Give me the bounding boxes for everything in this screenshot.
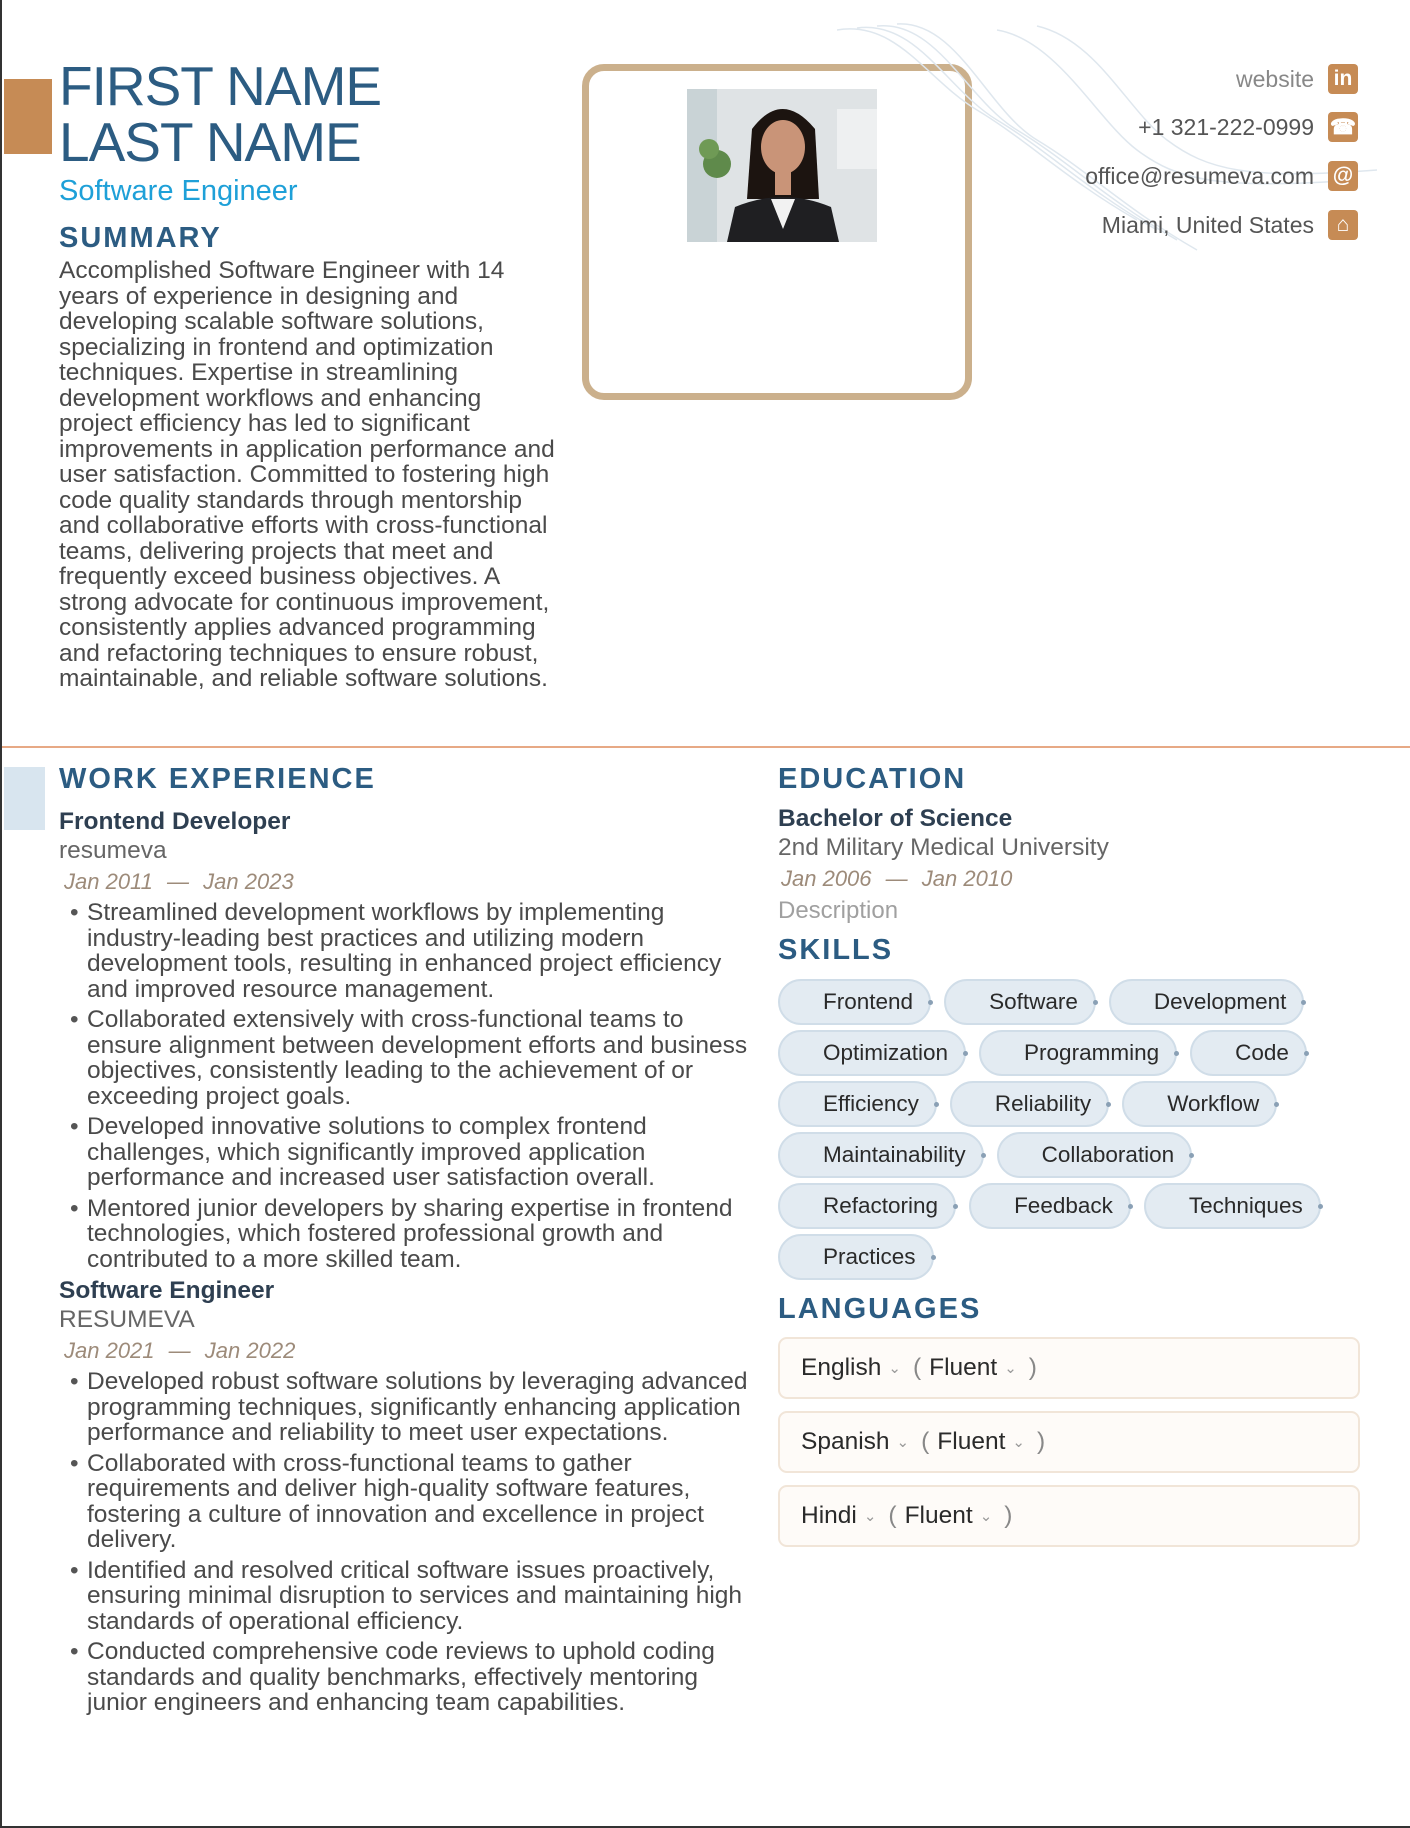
skill-chip: Collaboration <box>997 1132 1193 1178</box>
skill-chip: Frontend <box>778 979 931 1025</box>
contact-phone <box>1138 112 1358 142</box>
date-separator: — <box>167 869 190 894</box>
skill-chip: Code <box>1190 1030 1307 1076</box>
chevron-down-icon[interactable]: ⌄ <box>1012 1434 1025 1451</box>
end-date: Jan 2023 <box>203 869 294 894</box>
date-separator: — <box>885 866 908 891</box>
home-icon: ⌂ <box>1328 210 1358 240</box>
summary-heading: SUMMARY <box>59 222 222 254</box>
start-date: Jan 2011 <box>64 869 153 894</box>
full-name <box>59 55 382 173</box>
at-icon: @ <box>1328 161 1358 191</box>
chevron-down-icon[interactable]: ⌄ <box>1004 1360 1017 1377</box>
open-paren: ( <box>912 1354 922 1381</box>
language-row <box>778 1337 1360 1399</box>
language-level[interactable]: Fluent <box>904 1502 973 1529</box>
list-item: • Identified and resolved critical software issues proactively, ensuring minimal disruption to services and maintaining high standards of operational efficiency. <box>68 1558 748 1635</box>
close-paren: ) <box>1028 1354 1037 1381</box>
chevron-down-icon[interactable]: ⌄ <box>863 1508 877 1525</box>
language-row <box>778 1411 1360 1473</box>
close-paren: ) <box>1036 1428 1046 1455</box>
skill-chip: Reliability <box>950 1081 1109 1127</box>
skill-chip: Optimization <box>778 1030 966 1076</box>
language-name[interactable]: English <box>801 1354 882 1381</box>
contact-email[interactable] <box>1085 161 1358 191</box>
chevron-down-icon[interactable]: ⌄ <box>979 1508 993 1525</box>
open-paren: ( <box>921 1428 930 1455</box>
list-item: • Developed robust software solutions by leveraging advanced programming techniques, significantly enhancing application performance and reliability to meet user expectations. <box>68 1369 748 1446</box>
job-bullets <box>68 1369 748 1721</box>
skill-chip: Workflow <box>1122 1081 1277 1127</box>
skill-chip: Programming <box>979 1030 1177 1076</box>
phone-number: +1 321-222-0999 <box>1138 113 1314 140</box>
degree: Bachelor of Science <box>778 805 1013 832</box>
contact-website[interactable] <box>1236 64 1358 94</box>
section-divider <box>2 746 1410 748</box>
education-description: Description <box>778 897 899 924</box>
skill-chip: Software <box>944 979 1096 1025</box>
skill-chip: Practices <box>778 1234 934 1280</box>
skill-chip: Refactoring <box>778 1183 956 1229</box>
list-item: • Collaborated with cross-functional teams to gather requirements and deliver high-quality software features, fostering a culture of innovation and excellence in project delivery. <box>68 1451 748 1553</box>
chevron-down-icon[interactable]: ⌄ <box>896 1434 910 1451</box>
start-date: Jan 2006 <box>781 866 872 891</box>
skill-chip: Efficiency <box>778 1081 937 1127</box>
company-name: resumeva <box>59 837 167 864</box>
work-heading: WORK EXPERIENCE <box>59 763 376 795</box>
skill-chip: Maintainability <box>778 1132 984 1178</box>
school-name: 2nd Military Medical University <box>778 834 1109 861</box>
skill-chip: Techniques <box>1144 1183 1321 1229</box>
language-row <box>778 1485 1360 1547</box>
website-link[interactable]: website <box>1236 65 1314 92</box>
job-dates <box>64 1338 295 1364</box>
email-address[interactable]: office@resumeva.com <box>1085 162 1314 189</box>
end-date: Jan 2010 <box>921 866 1013 891</box>
job-title-header: Software Engineer <box>59 175 298 207</box>
last-name: LAST NAME <box>59 111 361 173</box>
list-item: • Streamlined development workflows by implementing industry-leading best practices and utilizing modern development tools, resulting in enhanced project efficiency and improved resource management. <box>68 900 748 1002</box>
skill-chip: Development <box>1109 979 1305 1025</box>
end-date: Jan 2022 <box>204 1338 296 1363</box>
contact-location <box>1102 210 1358 240</box>
open-paren: ( <box>888 1502 897 1529</box>
list-item: • Developed innovative solutions to complex frontend challenges, which significantly improved application performance and increased user satisfaction overall. <box>68 1114 748 1191</box>
job-title: Frontend Developer <box>59 808 291 835</box>
date-separator: — <box>168 1338 191 1363</box>
language-name[interactable]: Spanish <box>801 1428 890 1455</box>
chevron-down-icon[interactable]: ⌄ <box>888 1360 901 1377</box>
language-level[interactable]: Fluent <box>937 1428 1006 1455</box>
job-title: Software Engineer <box>59 1277 275 1304</box>
list-item: • Conducted comprehensive code reviews to uphold coding standards and quality benchmarks, effectively mentoring junior engineers and enhancing team capabilities. <box>68 1639 748 1716</box>
education-dates <box>781 866 1012 892</box>
location-text: Miami, United States <box>1101 211 1314 238</box>
skills-list <box>778 979 1348 1280</box>
company-name: RESUMEVA <box>59 1306 195 1333</box>
skills-heading: SKILLS <box>778 934 894 966</box>
job-bullets <box>68 900 748 1277</box>
languages-heading: LANGUAGES <box>778 1293 982 1325</box>
language-level[interactable]: Fluent <box>929 1354 998 1381</box>
language-name[interactable]: Hindi <box>801 1502 857 1529</box>
phone-icon: ☎ <box>1328 112 1358 142</box>
job-dates <box>64 869 294 895</box>
summary-text: Accomplished Software Engineer with 14 years of experience in designing and developing scalable software solutions, specializing in frontend and optimization techniques. Expertise in streamlining development workflows and enhancing project efficiency has led to significant improvements in application performance and user satisfaction. Committed to fostering high code quality standards through mentorship and collaborative efforts with cross-functional teams, delivering projects that meet and frequently exceed business objectives. A strong advocate for continuous improvement, consistently applies advanced programming and refactoring techniques to ensure robust, maintainable, and reliable software solutions. <box>59 257 555 692</box>
skill-chip: Feedback <box>969 1183 1131 1229</box>
start-date: Jan 2021 <box>64 1338 155 1363</box>
linkedin-icon[interactable]: in <box>1328 64 1358 94</box>
accent-block <box>4 79 52 154</box>
accent-block-light <box>4 767 45 830</box>
first-name: FIRST NAME <box>59 55 382 117</box>
list-item: • Collaborated extensively with cross-functional teams to ensure alignment between development efforts and business objectives, consistently leading to the achievement of or exceeding project goals. <box>68 1007 748 1109</box>
list-item: • Mentored junior developers by sharing expertise in frontend technologies, which fostered professional growth and contributed to a more skilled team. <box>68 1196 748 1273</box>
close-paren: ) <box>1004 1502 1013 1529</box>
education-heading: EDUCATION <box>778 763 967 795</box>
